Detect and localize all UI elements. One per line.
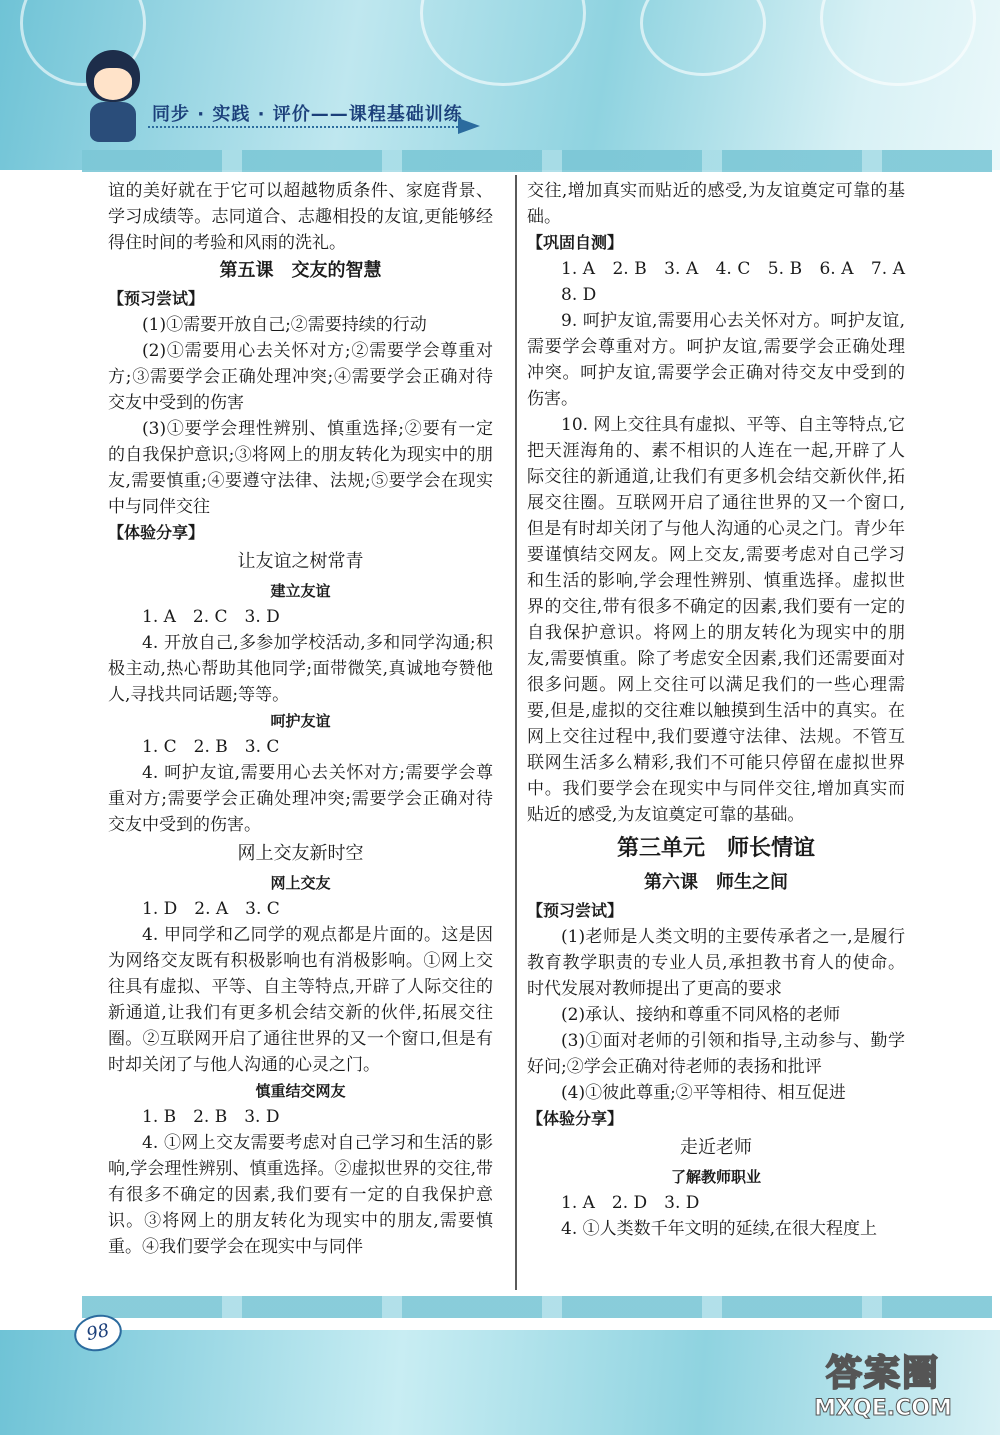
answer-item: 9. 呵护友谊,需要用心去关怀对方。呵护友谊,需要学会尊重对方。呵护友谊,需要学会正确处理冲突。呵护友谊,需要学会正确对待交友中受到的伤害。 [527,311,905,409]
series-title: 同步 · 实践 · 评价——课程基础训练 [152,104,463,125]
answer-item: 4. 开放自己,多参加学校活动,多和同学沟通;积极主动,热心帮助其他同学;面带微笑,真诚地夸赞他人,寻找共同话题;等等。 [108,633,493,705]
section-label: 【预习尝试】 [108,289,205,308]
watermark-url: MXQE.COM [814,1396,952,1421]
lesson-heading: 第五课 交友的智慧 [219,260,382,281]
answer-item: (2)①需要用心去关怀对方;②需要学会尊重对方;③需要学会正确处理冲突;④需要学会正确对待交友中受到的伤害 [108,341,493,413]
header-banner [0,0,1000,170]
subtopic-heading: 呵护友谊 [270,712,331,730]
top-decorative-band [82,150,992,172]
mascot-illustration [78,50,148,145]
answer-item: (3)①面对老师的引领和指导,主动参与、勤学好问;②学会正确对待老师的表扬和批评 [527,1031,905,1077]
answer-item: 10. 网上交往具有虚拟、平等、自主等特点,它把天涯海角的、素不相识的人连在一起,开辟了人际交往的新通道,让我们有更多机会结交新伙伴,拓展交往圈。互联网开启了通往世界的又一个窗口,但是有时却关闭了与他人沟通的心灵之门。青少年要谨慎结交网友。网上交友,需要考虑对自己学习和生活的影响,学会理性辨别、慎重选择。虚拟世界的交往,带有很多不确定的因素,我们要有一定的自我保护意识。将网上的朋友转化为现实中的朋友,需要慎重。除了考虑安全因素,我们还需要面对很多问题。网上交往可以满足我们的一些心理需要,但是,虚拟的交往难以触摸到生活中的真实。在网上交往过程中,我们要遵守法律、法规。不管互联网生活多么精彩,我们不可能只停留在虚拟世界中。我们要学会在现实中与同伴交往,增加真实而贴近的感受,为友谊奠定可靠的基础。 [527,415,905,825]
topic-heading: 让友谊之树常青 [237,551,364,572]
subtopic-heading: 慎重结交网友 [255,1082,346,1100]
answer-item: 4. 甲同学和乙同学的观点都是片面的。这是因为网络交友既有积极影响也有消极影响。①网上交往具有虚拟、平等、自主等特点,开辟了人际交往的新通道,让我们有更多机会结交新的伙伴,拓展交往圈。②互联网开启了通往世界的又一个窗口,但是有时却关闭了与他人沟通的心灵之门。 [108,925,493,1075]
answer-item: (1)老师是人类文明的主要传承者之一,是履行教育教学职责的专业人员,承担教书育人的使命。时代发展对教师提出了更高的要求 [527,927,905,999]
answer-item: (2)承认、接纳和尊重不同风格的老师 [561,1005,841,1025]
right-column [527,178,922,1242]
answer-item: (4)①彼此尊重;②平等相待、相互促进 [561,1083,846,1103]
answer-choices: 1. C 2. B 3. C [142,737,280,757]
answer-choices: 1. A 2. B 3. A 4. C 5. B 6. A 7. A 8. D [561,259,922,305]
arrow-icon [458,118,480,134]
lesson-heading: 第六课 师生之间 [644,872,788,893]
left-column [108,178,493,1260]
paragraph: 谊的美好就在于它可以超越物质条件、家庭背景、学习成绩等。志同道合、志趣相投的友谊,更能够经得住时间的考验和风雨的洗礼。 [108,181,493,253]
answer-item: 4. ①网上交友需要考虑对自己学习和生活的影响,学会理性辨别、慎重选择。②虚拟世界的交往,带有很多不确定的因素,我们要有一定的自我保护意识。③将网上的朋友转化为现实中的朋友,需要慎重。④我们要学会在现实中与同伴 [108,1133,493,1257]
answer-choices: 1. B 2. B 3. D [142,1107,280,1127]
answer-choices: 1. A 2. C 3. D [142,607,280,627]
answer-item: 4. 呵护友谊,需要用心去关怀对方;需要学会尊重对方;需要学会正确处理冲突;需要学会正确对待交友中受到的伤害。 [108,763,493,835]
watermark-text: 答案圈 [825,1353,940,1394]
header-dotted-line [148,126,458,128]
section-label: 【体验分享】 [527,1109,624,1128]
bottom-decorative-band [82,1296,992,1318]
section-label: 【巩固自测】 [527,233,624,252]
topic-heading: 走近老师 [680,1137,752,1158]
page-number: 98 [71,1310,125,1355]
subtopic-heading: 了解教师职业 [670,1168,761,1186]
section-label: 【预习尝试】 [527,901,624,920]
paragraph: 交往,增加真实而贴近的感受,为友谊奠定可靠的基础。 [527,181,905,227]
subtopic-heading: 建立友谊 [270,582,331,600]
section-label: 【体验分享】 [108,523,205,542]
answer-choices: 1. A 2. D 3. D [561,1193,700,1213]
column-divider [515,175,517,1290]
answer-choices: 1. D 2. A 3. C [142,899,280,919]
answer-item: (3)①要学会理性辨别、慎重选择;②要有一定的自我保护意识;③将网上的朋友转化为现实中的朋友,需要慎重;④要遵守法律、法规;⑤要学会在现实中与同伴交往 [108,419,493,517]
answer-item: (1)①需要开放自己;②需要持续的行动 [142,315,427,335]
answer-item: 4. ①人类数千年文明的延续,在很大程度上 [561,1219,878,1239]
watermark-logo [788,1345,978,1425]
topic-heading: 网上交友新时空 [237,843,364,864]
unit-heading: 第三单元 师长情谊 [616,836,815,861]
subtopic-heading: 网上交友 [270,874,331,892]
